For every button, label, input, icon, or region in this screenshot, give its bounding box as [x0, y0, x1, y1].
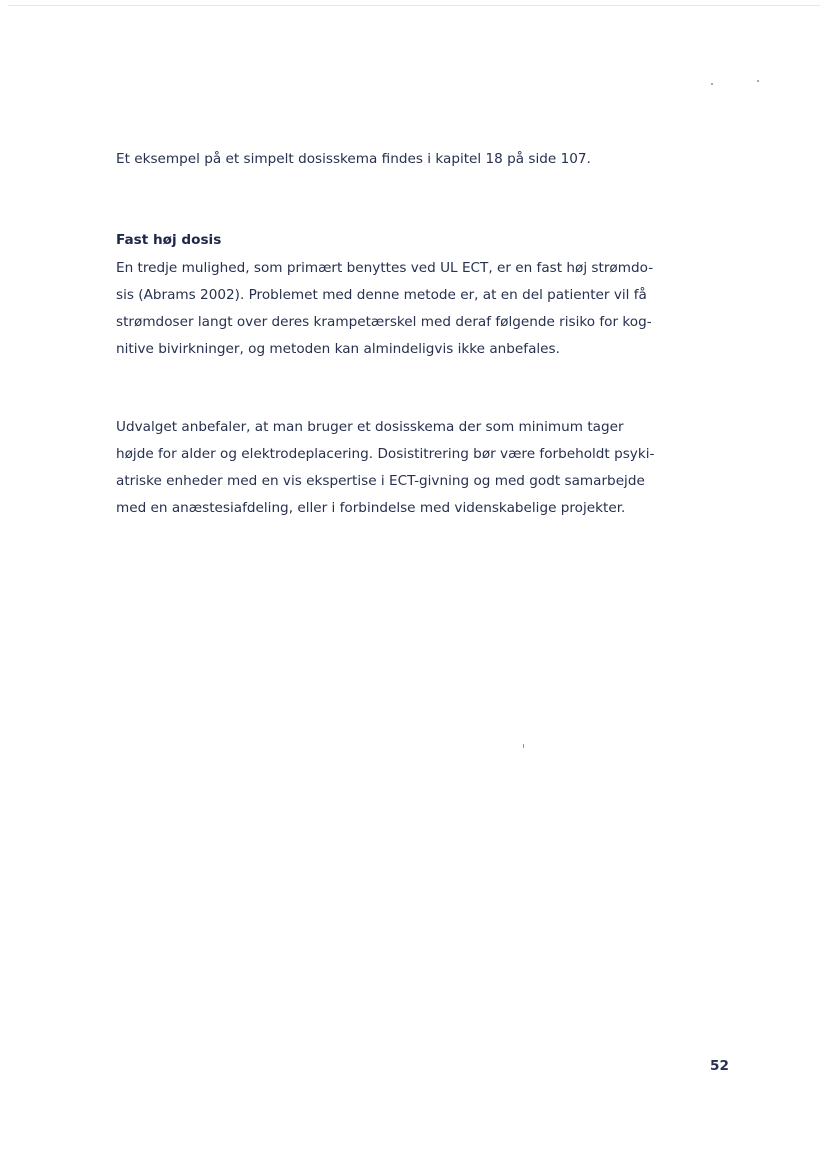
scan-top-edge — [8, 5, 820, 6]
scan-speck — [757, 80, 759, 82]
scan-speck — [523, 744, 524, 748]
paragraph-line: sis (Abrams 2002). Problemet med denne metode er, at en del patienter vil få — [116, 287, 647, 303]
intro-paragraph — [116, 146, 728, 173]
paragraph-line: med en anæstesiafdeling, eller i forbindelse med videnskabelige projekter. — [116, 500, 626, 516]
paragraph-line: nitive bivirkninger, og metoden kan almindeligvis ikke anbefales. — [116, 341, 560, 357]
paragraph-line: strømdoser langt over deres krampetærskel med deraf følgende risiko for kog- — [116, 314, 652, 330]
paragraph-line: Udvalget anbefaler, at man bruger et dosisskema der som minimum tager — [116, 419, 624, 435]
section-paragraph — [116, 255, 728, 363]
intro-text: Et eksempel på et simpelt dosisskema findes i kapitel 18 på side 107. — [116, 151, 591, 167]
section-heading: Fast høj dosis — [116, 232, 222, 248]
paragraph-line: atriske enheder med en vis ekspertise i ECT-givning og med godt samarbejde — [116, 473, 645, 489]
page-number: 52 — [710, 1058, 729, 1074]
scan-speck — [711, 83, 713, 85]
recommendation-paragraph — [116, 414, 728, 522]
paragraph-line: En tredje mulighed, som primært benyttes ved UL ECT, er en fast høj strømdo- — [116, 260, 654, 276]
paragraph-line: højde for alder og elektrodeplacering. Dosistitrering bør være forbeholdt psyki- — [116, 446, 655, 462]
